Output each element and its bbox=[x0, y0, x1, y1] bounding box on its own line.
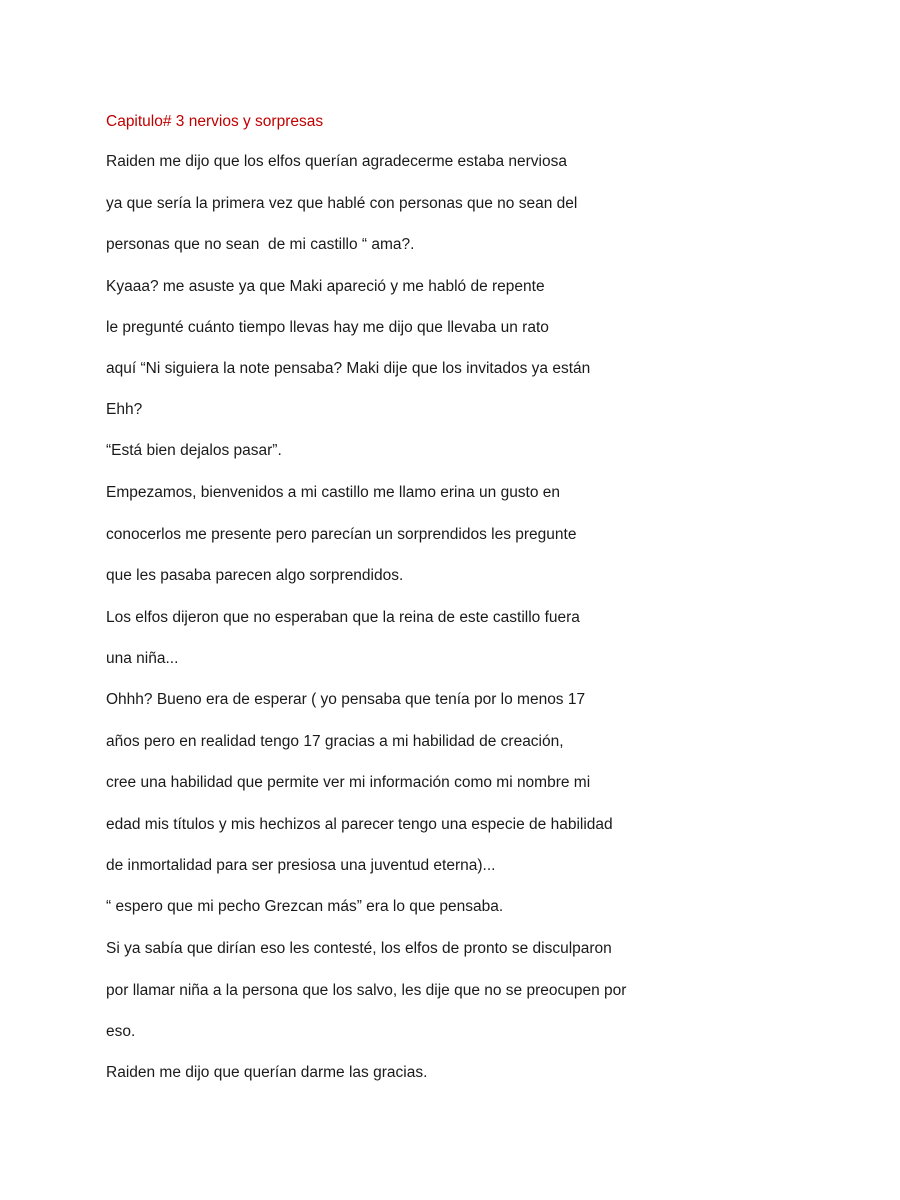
text-line: años pero en realidad tengo 17 gracias a mi habilidad de creación, bbox=[106, 733, 564, 750]
text-line: Los elfos dijeron que no esperaban que la reina de este castillo fuera bbox=[106, 609, 580, 626]
text-line: eso. bbox=[106, 1023, 136, 1040]
text-line: edad mis títulos y mis hechizos al parecer tengo una especie de habilidad bbox=[106, 816, 613, 833]
chapter-title: Capitulo# 3 nervios y sorpresas bbox=[106, 113, 324, 130]
text-line: Ohhh? Bueno era de esperar ( yo pensaba que tenía por lo menos 17 bbox=[106, 691, 586, 708]
text-line: conocerlos me presente pero parecían un sorprendidos les pregunte bbox=[106, 526, 577, 543]
text-line: personas que no sean de mi castillo “ ama?. bbox=[106, 236, 415, 253]
text-line: Ehh? bbox=[106, 401, 143, 418]
text-line: Si ya sabía que dirían eso les contesté, los elfos de pronto se disculparon bbox=[106, 940, 612, 957]
text-line: “ espero que mi pecho Grezcan más” era lo que pensaba. bbox=[106, 898, 504, 915]
text-line: de inmortalidad para ser presiosa una juventud eterna)... bbox=[106, 857, 496, 874]
text-line: Kyaaa? me asuste ya que Maki apareció y me habló de repente bbox=[106, 278, 545, 295]
text-line: Empezamos, bienvenidos a mi castillo me llamo erina un gusto en bbox=[106, 484, 561, 501]
text-line: “Está bien dejalos pasar”. bbox=[106, 442, 282, 459]
text-line: ya que sería la primera vez que hablé con personas que no sean del bbox=[106, 195, 578, 212]
text-line: aquí “Ni siguiera la note pensaba? Maki dije que los invitados ya están bbox=[106, 360, 591, 377]
text-line: Raiden me dijo que querían darme las gracias. bbox=[106, 1064, 428, 1081]
text-line: una niña... bbox=[106, 650, 179, 667]
text-line: que les pasaba parecen algo sorprendidos. bbox=[106, 567, 404, 584]
text-line: Raiden me dijo que los elfos querían agradecerme estaba nerviosa bbox=[106, 153, 567, 170]
text-line: cree una habilidad que permite ver mi información como mi nombre mi bbox=[106, 774, 591, 791]
text-line: por llamar niña a la persona que los salvo, les dije que no se preocupen por bbox=[106, 982, 627, 999]
text-line: le pregunté cuánto tiempo llevas hay me dijo que llevaba un rato bbox=[106, 319, 549, 336]
